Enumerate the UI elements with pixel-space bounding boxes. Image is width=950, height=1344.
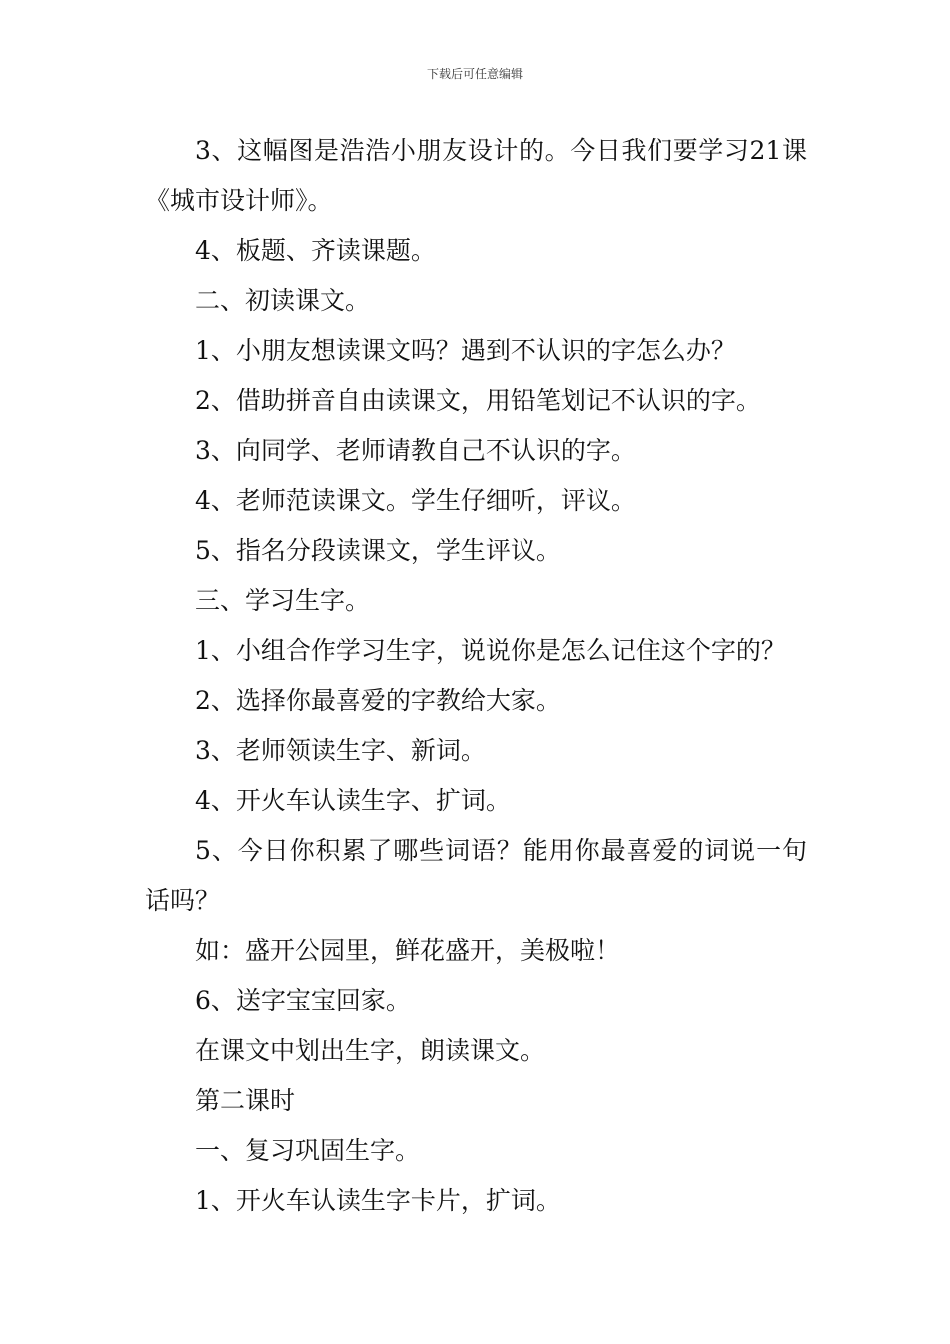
- paragraph-line: 话吗？: [145, 886, 221, 915]
- paragraph-line: 4、老师范读课文。学生仔细听，评议。: [195, 486, 636, 515]
- paragraph-line: 1、开火车认读生字卡片，扩词。: [195, 1186, 561, 1215]
- paragraph-line: 5、今日你积累了哪些词语？能用你最喜爱的词说一句: [195, 836, 807, 865]
- section-heading: 二、初读课文。: [195, 286, 371, 315]
- paragraph-line: 《城市设计师》。: [145, 186, 333, 215]
- document-body: [145, 126, 807, 1226]
- paragraph-line: 1、小组合作学习生字，说说你是怎么记住这个字的？: [195, 636, 786, 665]
- paragraph-line: 4、板题、齐读课题。: [195, 236, 436, 265]
- section-heading: 第二课时: [195, 1086, 296, 1115]
- paragraph-line: 6、送字宝宝回家。: [195, 986, 411, 1015]
- paragraph-line: 2、借助拼音自由读课文，用铅笔划记不认识的字。: [195, 386, 761, 415]
- paragraph-line: 3、老师领读生字、新词。: [195, 736, 486, 765]
- paragraph-line: 3、这幅图是浩浩小朋友设计的。今日我们要学习21课: [195, 136, 807, 165]
- paragraph-line: 5、指名分段读课文，学生评议。: [195, 536, 561, 565]
- paragraph-line: 2、选择你最喜爱的字教给大家。: [195, 686, 561, 715]
- paragraph-line: 3、向同学、老师请教自己不认识的字。: [195, 436, 636, 465]
- paragraph-line: 在课文中划出生字，朗读课文。: [195, 1036, 546, 1065]
- page-header-note: 下载后可任意编辑: [426, 67, 523, 81]
- section-heading: 三、学习生字。: [195, 586, 371, 615]
- paragraph-line: 1、小朋友想读课文吗？遇到不认识的字怎么办？: [195, 336, 736, 365]
- paragraph-line: 4、开火车认读生字、扩词。: [195, 786, 511, 815]
- paragraph-line: 如：盛开公园里，鲜花盛开，美极啦！: [195, 936, 621, 965]
- section-heading: 一、复习巩固生字。: [195, 1136, 421, 1165]
